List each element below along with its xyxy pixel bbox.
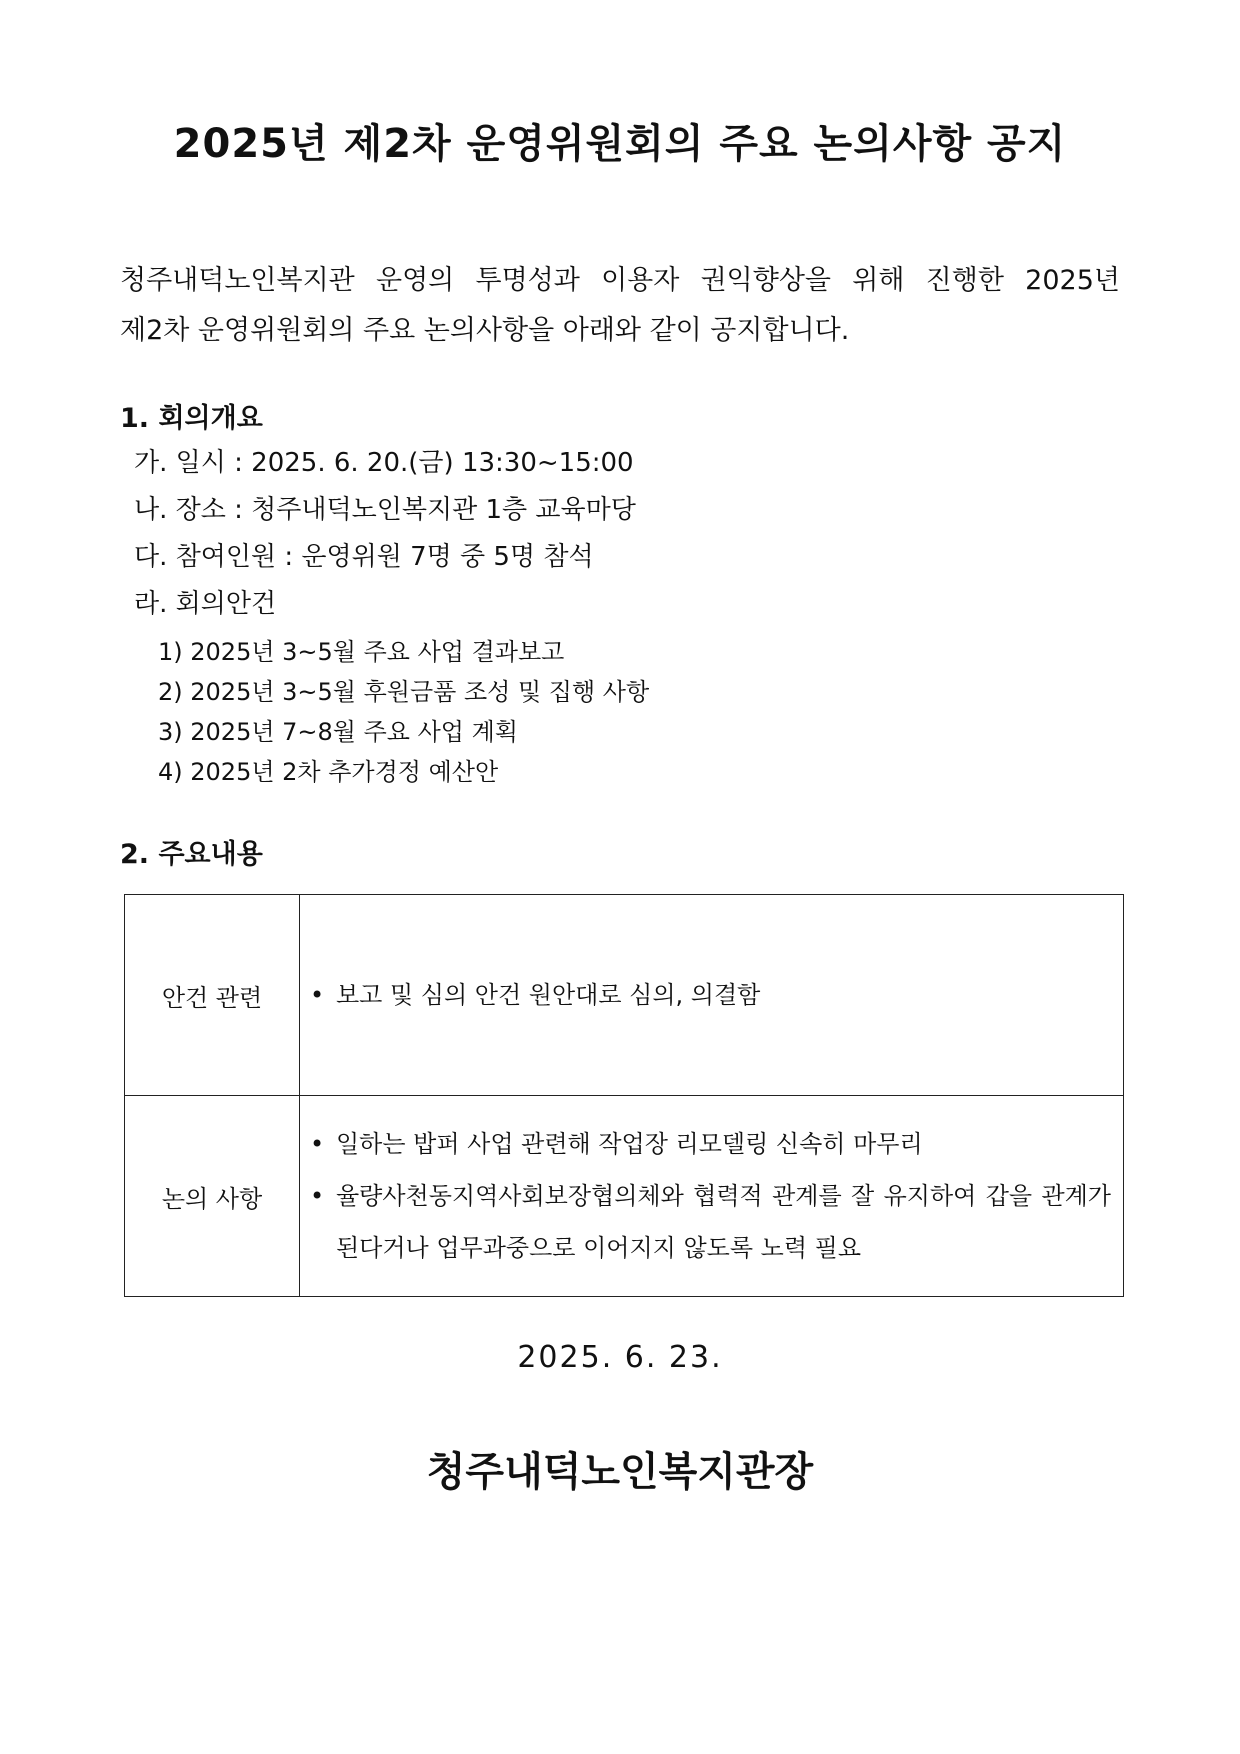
document-title: 2025년 제2차 운영위원회의 주요 논의사항 공지	[173, 121, 1067, 167]
intro-line-1	[120, 256, 1120, 306]
document-date: 2025. 6. 23.	[517, 1340, 723, 1375]
intro-word: 투명성과	[475, 265, 580, 296]
agenda-list	[158, 632, 649, 792]
row-content	[300, 895, 1124, 1096]
row-content	[300, 1096, 1124, 1297]
main-content-table	[124, 894, 1124, 1297]
row-label: 논의 사항	[125, 1096, 300, 1297]
overview-item: 라. 회의안건	[134, 589, 277, 619]
bullet-text: 율량사천동지역사회보장협의체와 협력적 관계를 잘 유지하여 갑을 관계가 된다거나 업무과중으로 이어지지 않도록 노력 필요	[336, 1182, 1111, 1262]
bullet-item	[310, 1118, 1111, 1170]
agenda-item: 2) 2025년 3~5월 후원금품 조성 및 집행 사항	[158, 678, 650, 706]
section-heading-overview: 1. 회의개요	[120, 403, 263, 434]
bullet-text: 보고 및 심의 안건 원안대로 심의, 의결함	[336, 981, 761, 1009]
bullet-item	[310, 969, 1111, 1021]
intro-word: 이용자	[601, 265, 680, 296]
bullet-dot: •	[310, 981, 325, 1009]
bullet-item	[310, 1170, 1111, 1274]
overview-item: 다. 참여인원 : 운영위원 7명 중 5명 참석	[134, 542, 594, 572]
table-row	[125, 1096, 1124, 1297]
bullet-dot: •	[310, 1130, 325, 1158]
row-label: 안건 관련	[125, 895, 300, 1096]
agenda-item: 3) 2025년 7~8월 주요 사업 계획	[158, 718, 518, 746]
agenda-item: 4) 2025년 2차 추가경정 예산안	[158, 758, 499, 786]
intro-line-2: 제2차 운영위원회의 주요 논의사항을 아래와 같이 공지합니다.	[120, 315, 850, 346]
intro-paragraph	[120, 256, 1120, 356]
agenda-item: 1) 2025년 3~5월 주요 사업 결과보고	[158, 638, 565, 666]
bullet-dot: •	[310, 1182, 325, 1210]
overview-item: 나. 장소 : 청주내덕노인복지관 1층 교육마당	[134, 495, 636, 525]
intro-word: 운영의	[376, 265, 455, 296]
overview-list	[134, 440, 636, 628]
bullet-text: 일하는 밥퍼 사업 관련해 작업장 리모델링 신속히 마무리	[336, 1130, 923, 1158]
overview-item: 가. 일시 : 2025. 6. 20.(금) 13:30~15:00	[134, 448, 634, 478]
intro-word: 진행한	[925, 265, 1004, 296]
section-heading-main-content: 2. 주요내용	[120, 839, 263, 870]
organization-signature: 청주내덕노인복지관장	[426, 1449, 814, 1495]
intro-word: 청주내덕노인복지관	[120, 265, 355, 296]
intro-word: 권익향상을	[700, 265, 831, 296]
table-row	[125, 895, 1124, 1096]
intro-word: 위해	[852, 265, 905, 296]
intro-word: 2025년	[1025, 265, 1120, 296]
